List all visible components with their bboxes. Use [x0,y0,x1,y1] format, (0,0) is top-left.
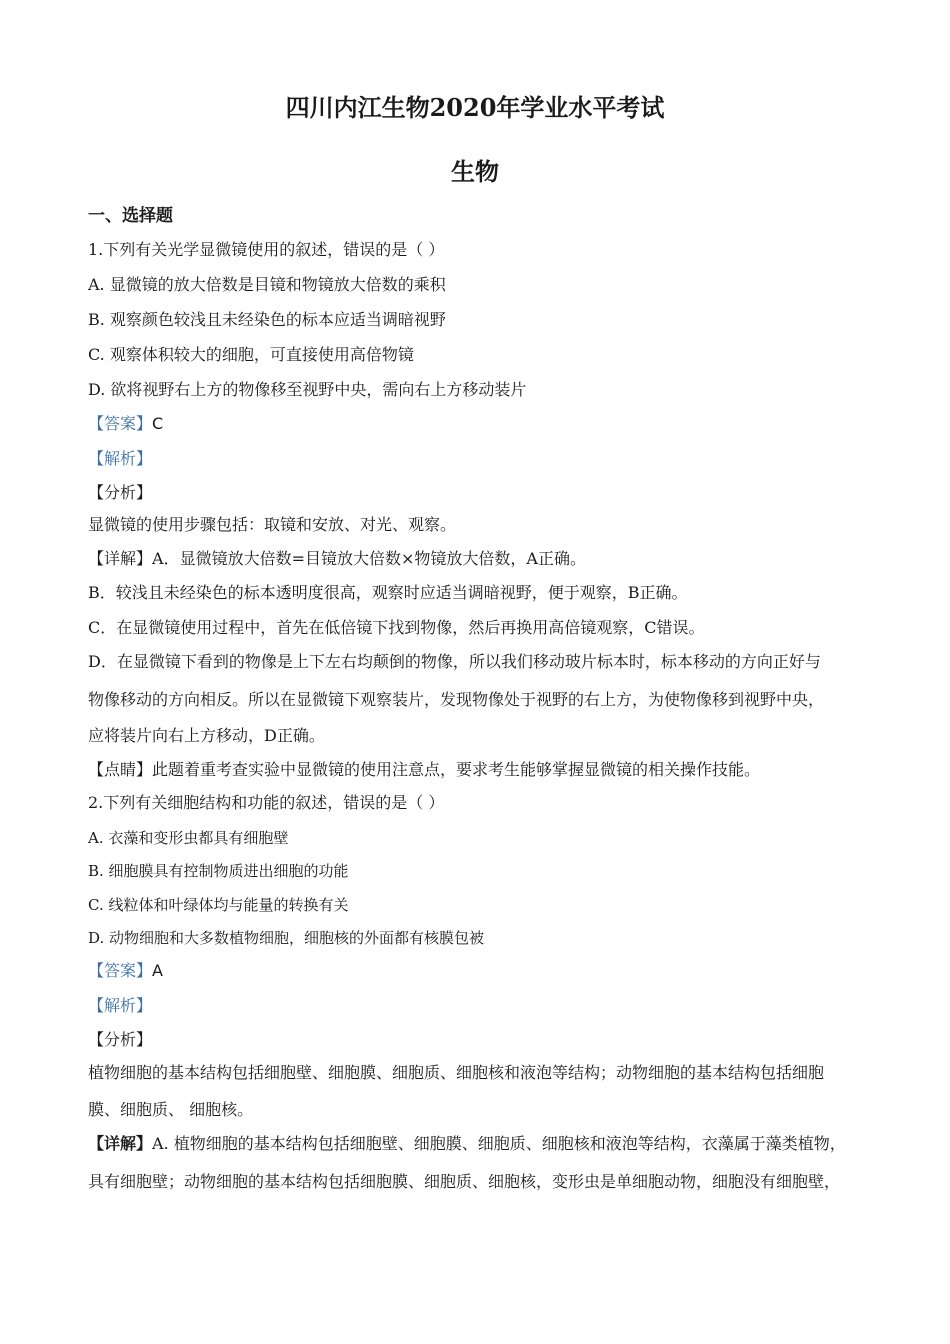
fenxi-tag: 【分析】 [88,1030,153,1049]
question-2-fenxi-line-1: 植物细胞的基本结构包括细胞壁、细胞膜、细胞质、细胞核和液泡等结构；动物细胞的基本结构包括细胞 [88,1063,825,1082]
detail-tag: 【详解】 [88,1134,153,1153]
question-1-detail-d-line-2: 物像移动的方向相反。所以在显微镜下观察装片，发现物像处于视野的右上方，为使物像移到视野中央， [88,690,825,709]
question-2-stem: 2.下列有关细胞结构和功能的叙述，错误的是（ ） [88,793,445,812]
question-1-detail-c: C．在显微镜使用过程中，首先在低倍镜下找到物像，然后再换用高倍镜观察，C错误。 [88,618,705,637]
answer-value: A [152,961,163,980]
question-1-dianjing [88,760,878,780]
answer-value: C [152,414,164,433]
question-2-option-b: B. 细胞膜具有控制物质进出细胞的功能 [88,862,349,880]
section-heading: 一、选择题 [88,206,173,226]
question-1-detail-b: B．较浅且未经染色的标本透明度很高，观察时应适当调暗视野，便于观察，B正确。 [88,583,688,602]
question-2-detail-line-2: 具有细胞壁；动物细胞的基本结构包括细胞膜、细胞质、细胞核，变形虫是单细胞动物，细胞没有细胞壁， [88,1172,841,1191]
question-1-detail-d-line-3: 应将装片向右上方移动，D正确。 [88,726,325,745]
question-2-answer [88,961,878,981]
question-1-answer [88,414,878,434]
analysis-tag: 【解析】 [88,996,153,1015]
question-1-detail-a [88,549,878,569]
question-2-fenxi-line-2: 膜、细胞质、 细胞核。 [88,1100,254,1119]
detail-text: A. 植物细胞的基本结构包括细胞壁、细胞膜、细胞质、细胞核和液泡等结构，衣藻属于藻类植物， [152,1134,846,1153]
answer-tag: 【答案】 [88,961,153,980]
question-2-option-d: D. 动物细胞和大多数植物细胞，细胞核的外面都有核膜包被 [88,929,485,947]
question-1-stem: 1.下列有关光学显微镜使用的叙述，错误的是（ ） [88,240,445,259]
analysis-tag: 【解析】 [88,449,153,468]
question-1-option-d: D. 欲将视野右上方的物像移至视野中央，需向右上方移动装片 [88,380,527,399]
question-2-detail-line-1 [88,1134,878,1154]
question-1-detail-d-line-1: D．在显微镜下看到的物像是上下左右均颠倒的物像，所以我们移动玻片标本时，标本移动的方向正好与 [88,652,821,671]
question-2-option-c: C. 线粒体和叶绿体均与能量的转换有关 [88,896,349,914]
question-1-option-a: A. 显微镜的放大倍数是目镜和物镜放大倍数的乘积 [88,275,446,294]
detail-text: A．显微镜放大倍数=目镜放大倍数×物镜放大倍数，A正确。 [152,549,586,568]
document-subtitle: 生物 [451,157,499,186]
fenxi-tag: 【分析】 [88,483,153,502]
document-title: 四川内江生物2020年学业水平考试 [285,93,665,122]
question-1-option-c: C. 观察体积较大的细胞，可直接使用高倍物镜 [88,345,414,364]
question-1-fenxi-text: 显微镜的使用步骤包括：取镜和安放、对光、观察。 [88,515,457,534]
answer-tag: 【答案】 [88,414,153,433]
detail-tag: 【详解】 [88,549,153,568]
question-1-option-b: B. 观察颜色较浅且未经染色的标本应适当调暗视野 [88,310,446,329]
dianjing-tag: 【点睛】 [88,760,153,779]
dianjing-text: 此题着重考查实验中显微镜的使用注意点，要求考生能够掌握显微镜的相关操作技能。 [152,760,761,779]
question-2-option-a: A. 衣藻和变形虫都具有细胞壁 [88,829,289,847]
